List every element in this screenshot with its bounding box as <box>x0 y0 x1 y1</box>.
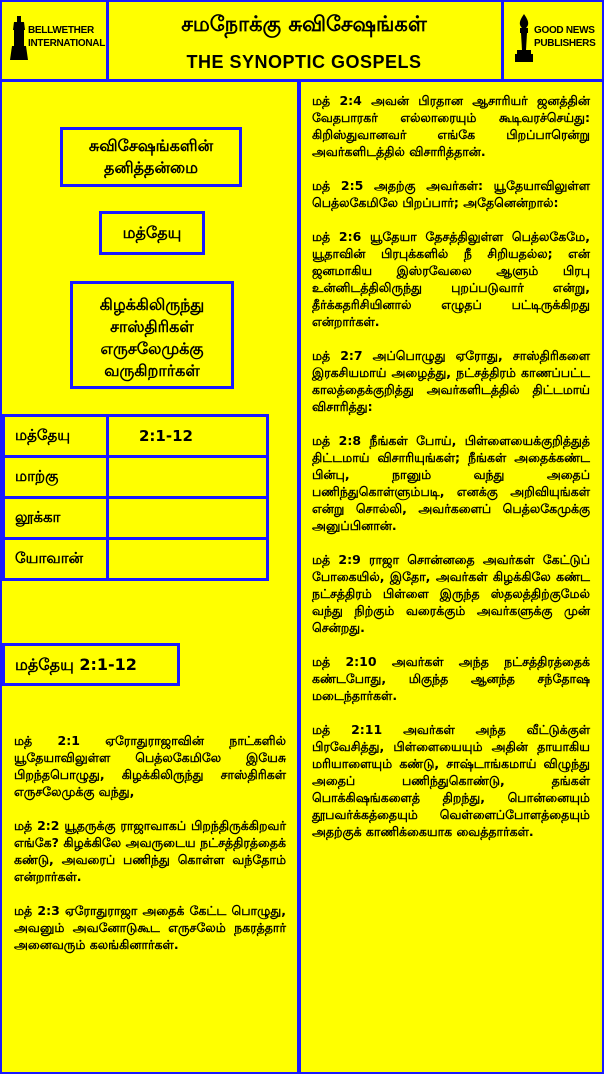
verse-paragraph: மத் 2:10 அவர்கள் அந்த நட்சத்திரத்தைக் கண்டபோது, மிகுந்த ஆனந்த சந்தோஷ மடைந்தார்கள். <box>312 654 590 703</box>
gospel-name: மாற்கு <box>4 457 108 498</box>
event-label: கிழக்கிலிருந்து சாஸ்திரிகள் எருசலேமுக்கு வருகிறார்கள் <box>99 295 205 380</box>
page-title-tamil: சமநோக்கு சுவிசேஷங்கள் <box>181 12 427 36</box>
verse-paragraph: மத் 2:1 ஏரோதுராஜாவின் நாட்களில் யூதேயாவிலுள்ள பெத்லகேமிலே இயேசு பிறந்தபொழுது, கிழக்கிலிருந்து சாஸ்திரிகள் எருசலேமுக்கு வந்து, <box>14 733 286 799</box>
verse-paragraph: மத் 2:7 அப்பொழுது ஏரோது, சாஸ்திரிகளை இரகசியமாய் அழைத்து, நட்சத்திரம் காணப்பட்ட காலத்தைக்குறித்து அவர்களிடத்தில் திட்டமாய் விசாரித்து: <box>312 348 590 414</box>
gospel-name: யோவான் <box>4 539 108 580</box>
verse-paragraph: மத் 2:2 யூதருக்கு ராஜாவாகப் பிறந்திருக்கிறவர் எங்கே? கிழக்கிலே அவருடைய நட்சத்திரத்தைக் கண்டு, அவரைப் பணிந்து கொள்ள வந்தோம் என்றார்கள். <box>14 818 286 884</box>
bellwether-logo <box>2 2 109 79</box>
publisher-left-line1: BELLWETHER <box>28 25 94 36</box>
gospel-reference: 2:1-12 <box>108 416 268 457</box>
book-label: மத்தேயு <box>122 223 182 242</box>
verse-paragraph: மத் 2:8 நீங்கள் போய், பிள்ளையைக்குறித்துத் திட்டமாய் விசாரியுங்கள்; நீங்கள் அதைக்கண்ட பின்பு, நானும் வந்து அதைப் பணிந்துகொள்ளும்படி, எனக்கு அறிவியுங்கள் என்று சொல்லி, அவர்களைப் பெத்லகேமுக்கு அனுப்பினான். <box>312 433 590 533</box>
table-row <box>4 539 268 580</box>
torch-icon <box>514 14 534 62</box>
gospel-reference <box>108 539 268 580</box>
verse-paragraph: மத் 2:5 அதற்கு அவர்கள்: யூதேயாவிலுள்ள பெத்லகேமிலே பிறப்பார்; அதேனென்றால்: <box>312 178 590 210</box>
parallels-table <box>2 414 269 581</box>
verse-paragraph: மத் 2:3 ஏரோதுராஜா அதைக் கேட்ட பொழுது, அவனும் அவனோடுகூட எருசலேம் நகரத்தார் அனைவரும் கலங்கினார்கள். <box>14 903 286 952</box>
gospel-reference <box>108 457 268 498</box>
table-row <box>4 457 268 498</box>
good-news-logo <box>501 2 602 79</box>
publisher-left-line2: INTERNATIONAL <box>28 38 106 49</box>
verses-right-column <box>312 92 590 857</box>
verses-left-column <box>14 732 286 970</box>
uniqueness-label: சுவிசேஷங்களின் தனித்தன்மை <box>88 136 214 177</box>
verse-paragraph: மத் 2:6 யூதேயா தேசத்திலுள்ள பெத்லகேமே, யூதாவின் பிரபுக்களில் நீ சிறியதல்ல; என் ஜனமாகிய இஸ்ரவேலை ஆளும் பிரபு உன்னிடத்திலிருந்து புறப்படுவார் என்று, தீர்க்கதரிசியினால் எழுதப் பட்டிருக்கிறது என்றார்கள். <box>312 229 590 329</box>
passage-heading-box <box>2 643 180 686</box>
table-row <box>4 498 268 539</box>
header <box>2 2 602 82</box>
gospel-reference <box>108 498 268 539</box>
publisher-right-line1: GOOD NEWS <box>534 25 595 36</box>
bell-tower-icon <box>10 16 28 60</box>
passage-heading: மத்தேயு 2:1-12 <box>15 655 137 674</box>
verse-paragraph: மத் 2:9 ராஜா சொன்னதை அவர்கள் கேட்டுப் போகையில், இதோ, அவர்கள் கிழக்கிலே கண்ட நட்சத்திரம் பிள்ளை இருந்த ஸ்தலத்திற்குமேல் வந்து நிற்கும் வரைக்கும் அவர்களுக்கு முன் சென்றது. <box>312 552 590 635</box>
verse-paragraph: மத் 2:11 அவர்கள் அந்த வீட்டுக்குள் பிரவேசித்து, பிள்ளையையும் அதின் தாயாகிய மரியாளையும் கண்டு, சாஷ்டாங்கமாய் விழுந்து அதைப் பணிந்துகொண்டு, தங்கள் பொக்கிஷங்களைத் திறந்து, பொன்னையும் தூபவர்க்கத்தையும் வெள்ளைப்போளத்தையும் அதற்குக் காணிக்கையாக வைத்தார்கள். <box>312 722 590 839</box>
verse-paragraph: மத் 2:4 அவன் பிரதான ஆசாரியர் ஜனத்தின் வேதபாரகர் எல்லாரையும் கூடிவரச்செய்து: கிறிஸ்துவானவர் எங்கே பிறப்பாரென்று அவர்களிடத்தில் விசாரித்தான். <box>312 93 590 159</box>
event-box <box>70 281 234 389</box>
table-row <box>4 416 268 457</box>
book-box <box>99 211 205 255</box>
page-title-english: THE SYNOPTIC GOSPELS <box>186 52 422 72</box>
gospel-name: லூக்கா <box>4 498 108 539</box>
column-divider <box>297 80 301 1072</box>
publisher-right-line2: PUBLISHERS <box>534 38 596 49</box>
uniqueness-box <box>60 127 242 187</box>
gospel-name: மத்தேயு <box>4 416 108 457</box>
